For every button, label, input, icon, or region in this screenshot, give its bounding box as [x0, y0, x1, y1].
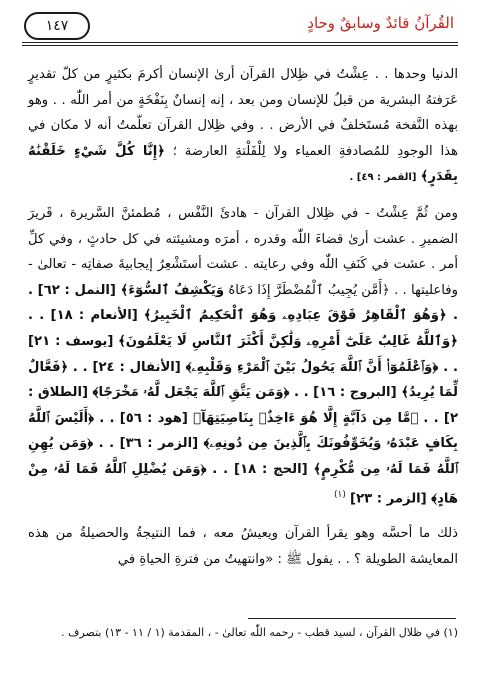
verse-reference: [القمر : ٤٩] . — [349, 172, 417, 184]
quran-verses-line: وَيُخَوِّفُونَكَ بِٱلَّذِينَ مِن دُونِهِۦ﴾ [الزمر : ٣٦] . . ﴿وَمَن يُهِنِ ٱللَّهُ فَمَا لَهُۥ مِن — [28, 436, 458, 477]
page-number-badge — [24, 12, 90, 40]
page-header — [22, 8, 458, 48]
footnote: (١) في ظلال القرآن ، لسيد قطب - رحمه اللّٰه تعالىٰ - ، المقدمة (١ / ١١ - ١٣) بتصرف . — [61, 626, 458, 639]
text-line: اللّٰه . . وهو بهذه النَّفخة مُستَخلفٌ في الأرض . . وفي ظِلال القرآن — [28, 92, 458, 134]
main-text — [28, 62, 458, 573]
text-line: هذه المعايشة الطويلة ؟ . . يقول ﷺ : «وانتهيتُ من فترةِ الحياةِ في — [28, 526, 458, 568]
text-line: قَريرَ الضميرِ . عشت أرىٰ قضاءَ اللّٰه وقدره ، أمرَه ومشيئته في — [28, 205, 458, 247]
header-rule-thin — [22, 45, 458, 46]
quran-verses-line: ﴿فَعَّالٌ لِّمَا يُرِيدُ﴾ [البروج : ١٦] . . ﴿وَمَن يَتَّقِ ٱللَّهَ يَجْعَل لَّهُۥ مَخْرَجًا﴾ [الطلاق : ٢] . . — [28, 359, 458, 426]
footnote-separator — [248, 618, 456, 619]
text-line: الدنيا وحدها . . عِشْتُ في ظِلال القرآن أرىٰ الإنسان أكرمَ بكثيرٍ من كلّ — [61, 67, 458, 82]
text-line: تقديرٍ عَرَفتهُ البشرية من قبلُ للإنسان ومن بعد ، إنه إنسانٌ بِنَفْخَةٍ من أمر — [28, 67, 459, 108]
page-number: ١٤٧ — [45, 18, 69, 34]
quran-verses-line: [يوسف : ٢١] . . ﴿وَٱعْلَمُوٓا۟ أَنَّ ٱللَّهَ يَحُولُ بَيْنَ ٱلْمَرْءِ وَقَلْبِهِۦ﴾ [الأنفال : ٢٤] . . — [28, 333, 458, 375]
paragraph-1 — [28, 62, 458, 191]
text-line: تعلّمتُ أنه لا مكان في هذا الوجودِ للمُصادفةِ العمياء ولا لِلْفَلْتةِ العارضة ؛ — [28, 118, 458, 159]
header-rule — [22, 42, 458, 43]
quran-verse: ﴿إِنَّا كُلَّ شَيْءٍ خَلَقْنَٰهُ بِقَدَرٍ﴾ — [28, 143, 458, 185]
running-title: القُرآنُ قائدٌ وسابقٌ وحادٍ — [307, 14, 454, 32]
text-line: ذلك ما أحسَّه وهو يقرأ القرآن ويعيشُ معه ، فما النتيجةُ والحصيلةُ من — [55, 526, 458, 542]
paragraph-3 — [28, 521, 458, 572]
text-line: أستَشْعِرُ إيجابيةَ صفاتِه - تعالىٰ - وفاعليتها . . ﴿أَمَّن يُجِيبُ ٱلْمُضْطَرَّ إِذَا دَعَاهُ — [28, 257, 458, 298]
quran-verses-line: [الأنعام : ١٨] . . ﴿وَٱللَّهُ غَالِبٌ عَلَىٰٓ أَمْرِهِۦ وَلَٰكِنَّ أَكْثَرَ ٱلنَّاسِ لَا يَعْلَمُونَ﴾ — [28, 308, 458, 349]
quran-verses-line: ﴿مَّا مِن دَآبَّةٍ إِلَّا هُوَ ءَاخِذٌۢ بِنَاصِيَتِهَآ﴾ [هود : ٥٦] . . ﴿أَلَيْسَ ٱللَّهُ بِكَافٍ عَبْدَهُۥ — [28, 410, 458, 452]
paragraph-2 — [28, 201, 458, 512]
text-line: كل حادثٍ ، وفي كلِّ أمر . عشت في كَنَفِ اللّٰه وفي رعايته . عشت — [28, 231, 458, 273]
quran-verses-line: مُّكْرِمٍ﴾ [الحج : ١٨] . . ﴿وَمَن يُضْلِلِ ٱللَّهُ فَمَا لَهُۥ مِنْ هَادٍ﴾ [الزمر : ٢٣] — [28, 461, 458, 506]
quran-verses-line: وَيَكْشِفُ ٱلسُّوٓءَ﴾ [النمل : ٦٢] . . ﴿وَهُوَ ٱلْقَاهِرُ فَوْقَ عِبَادِهِۦ وَهُوَ ٱلْحَكِيمُ ٱلْخَبِيرُ﴾ — [28, 282, 458, 324]
text-line: ومن ثُمَّ عِشْتُ - في ظِلال القرآن - هادئَ النَّفْس ، مُطمئنَّ السَّريرة ، — [59, 205, 458, 221]
footnote-marker: (١) — [333, 489, 346, 500]
